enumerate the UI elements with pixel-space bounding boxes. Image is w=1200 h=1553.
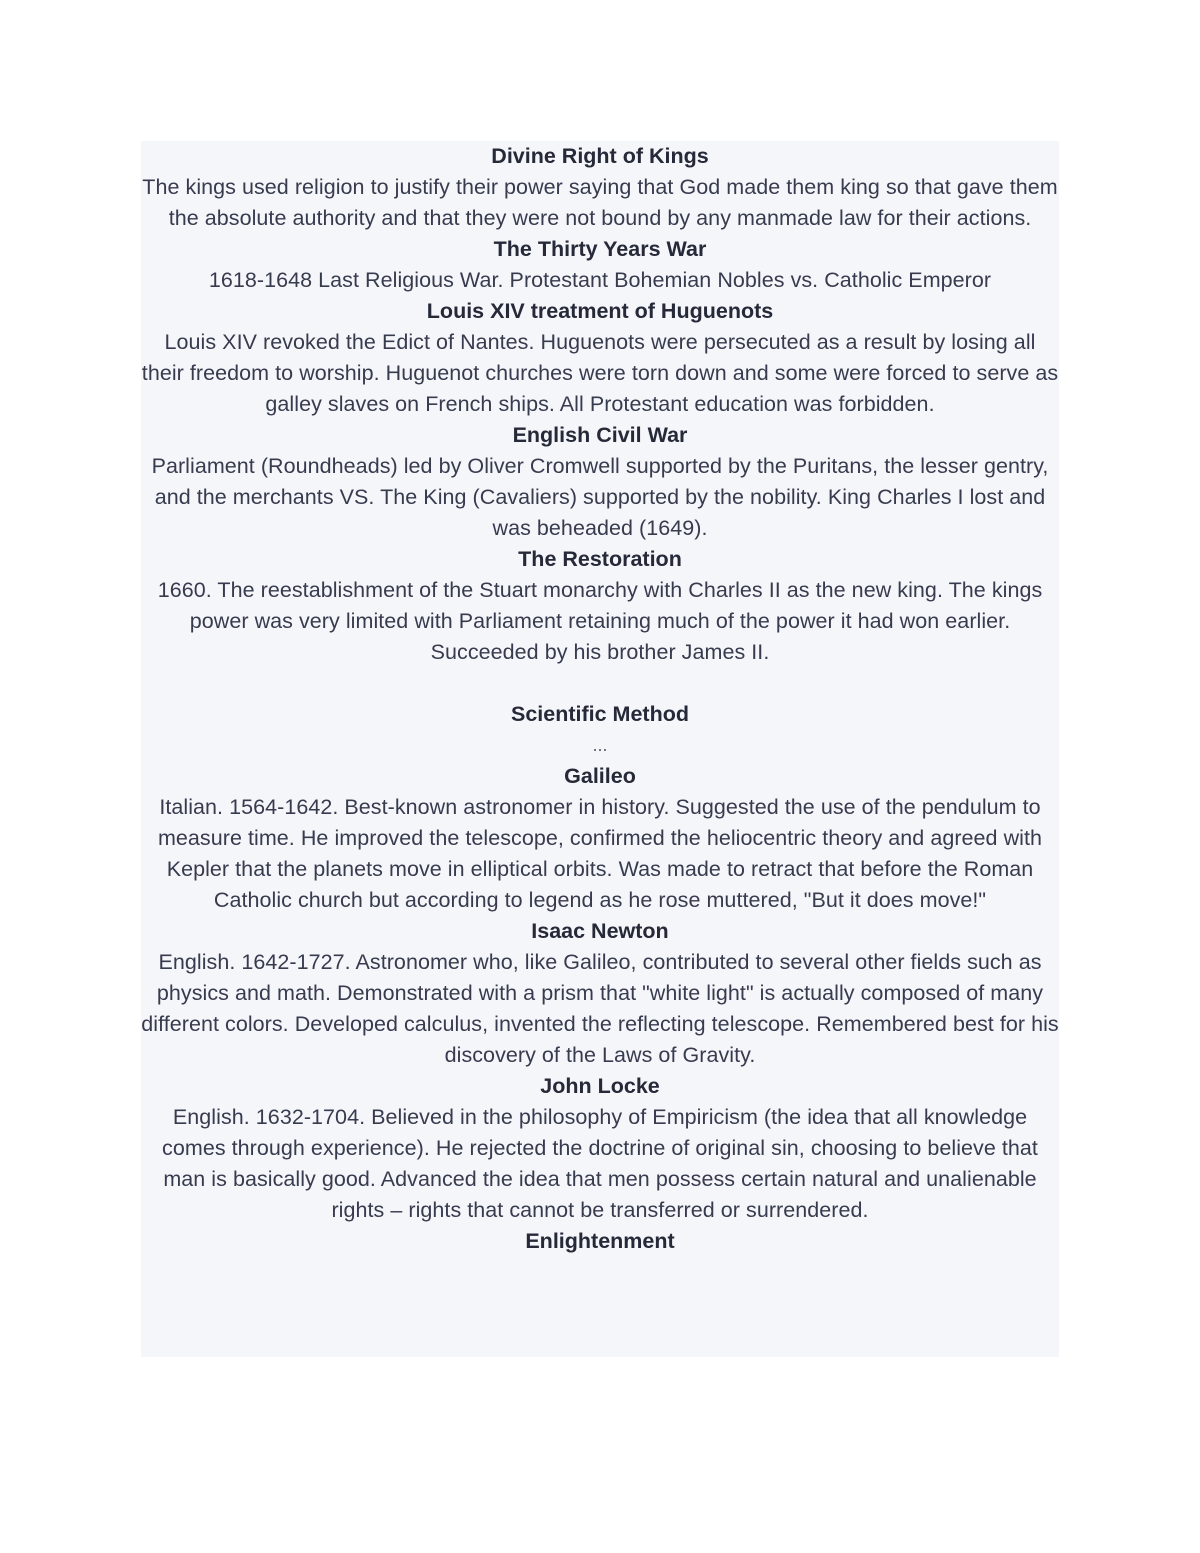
entry-english-civil-war — [141, 420, 1059, 544]
entry-enlightenment — [141, 1226, 1059, 1257]
term-definition: 1618-1648 Last Religious War. Protestant Bohemian Nobles vs. Catholic Emperor — [208, 268, 992, 292]
section-spacer — [141, 668, 1059, 699]
entry-galileo — [141, 761, 1059, 916]
term-definition: Parliament (Roundheads) led by Oliver Cromwell supported by the Puritans, the lesser gentry, and the merchants VS. The King (Cavaliers) supported by the nobility. King Charles I lost and was beheaded (1649). — [151, 454, 1049, 540]
term-definition: The kings used religion to justify their power saying that God made them king so that gave them the absolute authority and that they were not bound by any manmade law for their actions. — [142, 175, 1058, 230]
term-heading: Louis XIV treatment of Huguenots — [426, 299, 774, 323]
term-definition: English. 1632-1704. Believed in the philosophy of Empiricism (the idea that all knowledge comes through experience). He rejected the doctrine of original sin, choosing to believe that man is basically good. Advanced the idea that men possess certain natural and unalienable rights – rights that cannot be transferred or surrendered. — [162, 1105, 1038, 1222]
term-heading: Enlightenment — [525, 1229, 675, 1253]
entry-divine-right — [141, 141, 1059, 234]
entry-thirty-years-war — [141, 234, 1059, 296]
term-heading: Galileo — [564, 764, 636, 788]
term-heading: Divine Right of Kings — [491, 144, 709, 168]
term-heading: The Restoration — [518, 547, 682, 571]
term-heading: Isaac Newton — [531, 919, 669, 943]
entry-restoration — [141, 544, 1059, 668]
term-definition: ... — [592, 735, 608, 755]
term-definition: 1660. The reestablishment of the Stuart monarchy with Charles II as the new king. The kings power was very limited with Parliament retaining much of the power it had won earlier. Succeeded by his brother James II. — [157, 578, 1043, 664]
entry-john-locke — [141, 1071, 1059, 1226]
term-heading: Scientific Method — [511, 702, 689, 726]
flashcard-content — [141, 141, 1059, 1357]
term-definition: Louis XIV revoked the Edict of Nantes. Huguenots were persecuted as a result by losing all their freedom to worship. Huguenot churches were torn down and some were forced to serve as galley slaves on French ships. All Protestant education was forbidden. — [141, 330, 1059, 416]
term-heading: English Civil War — [512, 423, 688, 447]
entry-scientific-method — [141, 699, 1059, 761]
term-heading: The Thirty Years War — [493, 237, 707, 261]
term-definition: English. 1642-1727. Astronomer who, like Galileo, contributed to several other fields such as physics and math. Demonstrated with a prism that "white light" is actually composed of many different colors. Developed calculus, invented the reflecting telescope. Remembered best for his discovery of the Laws of Gravity. — [141, 950, 1059, 1067]
term-heading: John Locke — [540, 1074, 660, 1098]
entry-louis-xiv — [141, 296, 1059, 420]
term-definition: Italian. 1564-1642. Best-known astronomer in history. Suggested the use of the pendulum to measure time. He improved the telescope, confirmed the heliocentric theory and agreed with Kepler that the planets move in elliptical orbits. Was made to retract that before the Roman Catholic church but according to legend as he rose muttered, "But it does move!" — [157, 795, 1043, 912]
entry-isaac-newton — [141, 916, 1059, 1071]
